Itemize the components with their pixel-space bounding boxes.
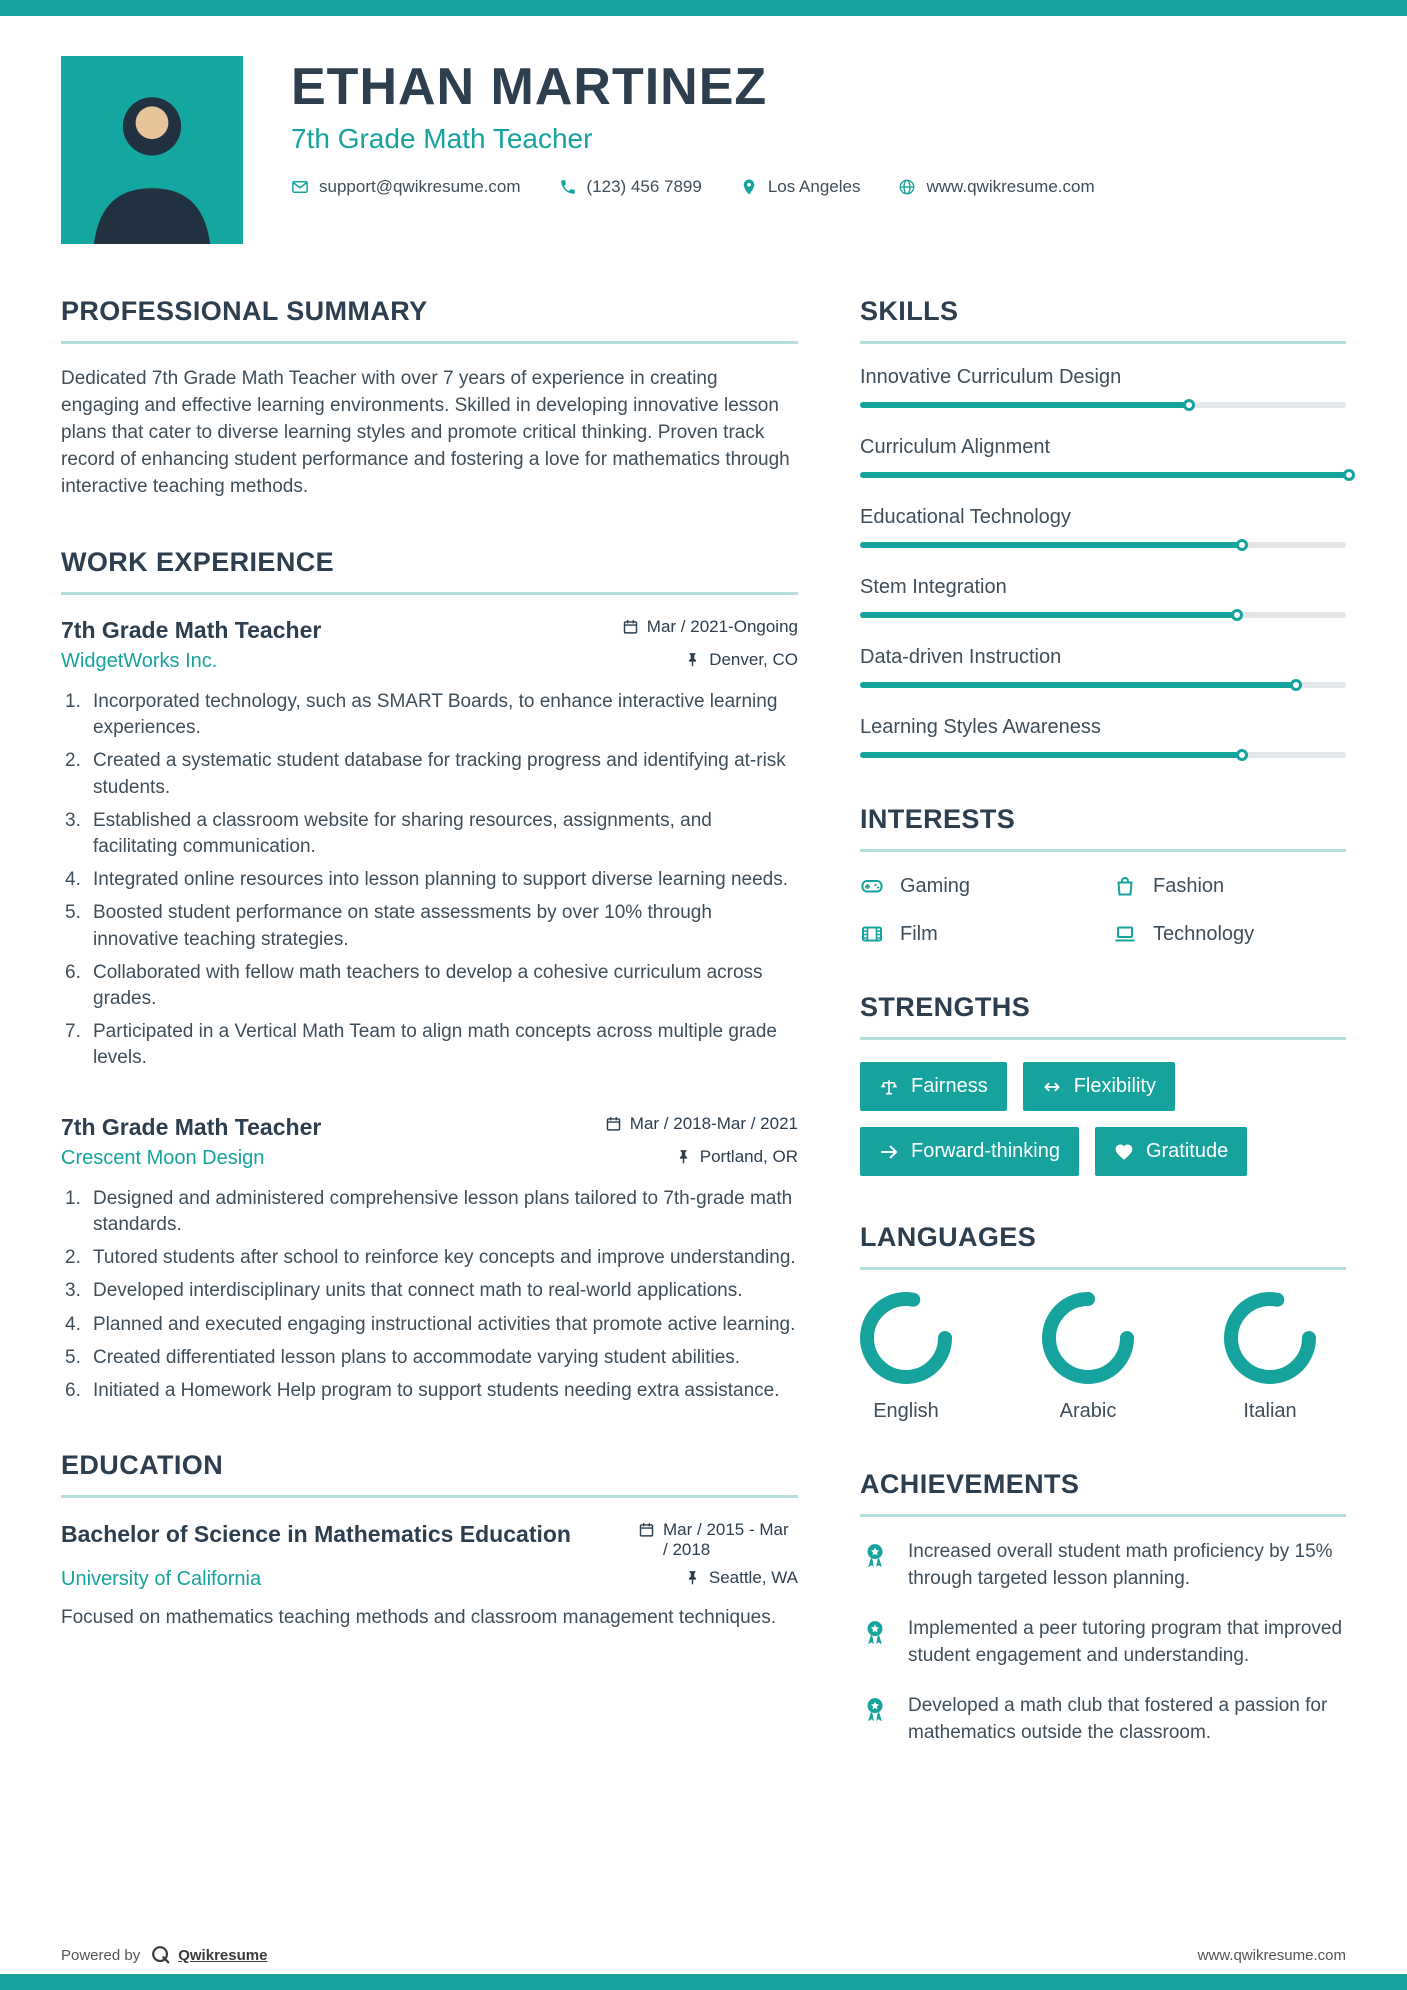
section-education [61,1450,798,1632]
contact-row [291,177,1095,197]
language-label: Italian [1243,1400,1297,1422]
strength-label: Flexibility [1073,1075,1156,1097]
skill-bar-knob [1236,749,1248,761]
skill-bar-fill [860,402,1186,408]
interest-label: Film [900,922,938,945]
job-bullet: Created differentiated lesson plans to accommodate varying student abilities. [93,1346,741,1368]
pushpin-icon [684,651,701,668]
job-title: 7th Grade Math Teacher [61,616,322,643]
person-job-title: 7th Grade Math Teacher [291,122,593,154]
languages-heading: LANGUAGES [860,1222,1346,1270]
summary-heading: PROFESSIONAL SUMMARY [61,296,798,344]
skills-heading: SKILLS [860,296,1346,344]
gamepad-icon [860,874,884,898]
skill-bar [860,752,1346,758]
section-skills [860,296,1346,758]
contact-email[interactable] [291,177,521,197]
achievement-text: Developed a math club that fostered a passion for mathematics outside the classroom. [908,1695,1328,1743]
job-company: WidgetWorks Inc. [61,649,218,672]
skill-bar [860,472,1346,478]
skill-bar-knob [1236,539,1248,551]
job-bullet: Created a systematic student database for tracking progress and identifying at-risk students. [93,750,786,798]
skill-label: Innovative Curriculum Design [860,366,1122,388]
contact-location-text: Los Angeles [767,176,861,196]
top-accent-bar [0,0,1407,16]
job-entry [61,617,798,1072]
job-head [61,617,798,644]
skill-item [860,646,1346,688]
job-bullet: Tutored students after school to reinforce key concepts and improve understanding. [93,1247,796,1269]
interest-label: Gaming [900,874,971,897]
section-achievements [860,1469,1346,1747]
job-bullet: Established a classroom website for sharing resources, assignments, and facilitating communication. [93,809,712,857]
job-location [675,1147,798,1167]
pushpin-icon [675,1148,692,1165]
content-columns [0,296,1407,1793]
phone-icon [559,178,577,196]
heart-icon [1114,1142,1134,1162]
achievement-item [860,1539,1346,1592]
skill-label: Stem Integration [860,576,1007,598]
skill-item [860,716,1346,758]
badge-star-icon [860,1695,890,1746]
contact-website-text: www.qwikresume.com [926,176,1095,196]
languages-row [860,1292,1346,1423]
strength-label: Forward-thinking [911,1140,1060,1162]
school-name: University of California [61,1568,262,1591]
strength-tags [860,1062,1346,1176]
skill-bar [860,402,1346,408]
bottom-accent-bar [0,1974,1407,1990]
skill-bar-knob [1343,469,1355,481]
badge-star-icon [860,1541,890,1592]
envelope-icon [291,178,309,196]
job-bullet: Designed and administered comprehensive lesson plans tailored to 7th-grade math standards. [93,1187,793,1235]
interest-item [1113,922,1346,946]
header [0,0,1407,244]
contact-website[interactable] [898,177,1094,197]
skill-item [860,576,1346,618]
header-main [291,56,1095,244]
scales-icon [879,1077,899,1097]
job-head [61,1114,798,1141]
skill-bar-fill [860,752,1239,758]
language-item [1224,1292,1316,1423]
language-item [1042,1292,1134,1423]
skill-bar-fill [860,612,1234,618]
job-location-text: Portland, OR [699,1146,798,1166]
job-bullet: Planned and executed engaging instructional activities that promote active learning. [93,1313,796,1335]
person-silhouette-icon [61,56,243,244]
skill-label: Educational Technology [860,506,1071,528]
skill-bar [860,542,1346,548]
job-subhead [61,650,798,673]
work-heading: WORK EXPERIENCE [61,547,798,595]
strength-label: Fairness [911,1075,988,1097]
section-interests [860,804,1346,946]
map-pin-icon [740,178,758,196]
job-bullets [61,689,798,1072]
job-location [684,650,798,670]
job-bullets [61,1186,798,1405]
strength-tag [1095,1127,1247,1176]
interest-item [860,922,1093,946]
job-subhead [61,1147,798,1170]
section-professional-summary [61,296,798,501]
achievement-item [860,1616,1346,1669]
summary-text: Dedicated 7th Grade Math Teacher with over 7 years of experience in creating engaging and effective learning environments. Skilled in developing innovative lesson plans that cater to diverse learning styles and promote critical thinking. Proven track record of enhancing student performance and fostering a love for mathematics through interactive teaching methods. [61,368,790,497]
contact-location [740,177,861,197]
skill-bar-fill [860,542,1239,548]
calendar-icon [622,618,639,635]
language-item [860,1292,952,1423]
strengths-heading: STRENGTHS [860,992,1346,1040]
right-column [860,296,1346,1793]
profile-photo [61,56,243,244]
interest-label: Technology [1153,922,1255,945]
skill-bar [860,682,1346,688]
strength-tag [860,1062,1007,1111]
degree-title: Bachelor of Science in Mathematics Education [61,1521,571,1548]
brand-name: Qwikresume [178,1946,268,1964]
job-location-text: Denver, CO [709,649,798,669]
education-description: Focused on mathematics teaching methods and classroom management techniques. [61,1607,777,1629]
language-label: Arabic [1059,1400,1117,1422]
pushpin-icon [684,1569,701,1586]
job-bullet: Boosted student performance on state assessments by over 10% through innovative teaching strategies. [93,902,712,950]
skill-label: Learning Styles Awareness [860,716,1101,738]
language-donut-chart [1224,1292,1316,1384]
education-head [61,1520,798,1560]
job-bullet: Initiated a Homework Help program to support students needing extra assistance. [93,1380,780,1401]
job-bullet: Incorporated technology, such as SMART Boards, to enhance interactive learning experiences. [93,690,778,739]
job-company: Crescent Moon Design [61,1146,265,1169]
section-work-experience [61,547,798,1404]
left-column [61,296,798,1793]
language-label: English [873,1400,939,1422]
achievement-item [860,1693,1346,1746]
language-donut-chart [860,1292,952,1384]
strength-tag [860,1127,1079,1176]
job-bullet: Participated in a Vertical Math Team to align math concepts across multiple grade levels. [93,1021,777,1069]
job-dates-text: Mar / 2021-Ongoing [646,616,798,636]
skill-bar-knob [1231,609,1243,621]
section-languages [860,1222,1346,1423]
strength-tag [1023,1062,1175,1111]
skill-item [860,366,1346,408]
education-heading: EDUCATION [61,1450,798,1498]
education-location-text: Seattle, WA [708,1568,798,1588]
footer-site-text: www.qwikresume.com [1197,1946,1346,1964]
badge-star-icon [860,1618,890,1669]
qwikresume-logo-icon [150,1944,172,1966]
education-subhead [61,1568,798,1591]
skill-item [860,436,1346,478]
job-bullet: Collaborated with fellow math teachers to develop a cohesive curriculum across grades. [93,961,763,1010]
interests-heading: INTERESTS [860,804,1346,852]
skill-label: Curriculum Alignment [860,436,1051,458]
language-donut-chart [1042,1292,1134,1384]
laptop-icon [1113,922,1137,946]
person-name: ETHAN MARTINEZ [291,58,768,116]
skill-bar-fill [860,472,1346,478]
contact-phone[interactable] [559,177,702,197]
footer [0,1944,1407,1966]
job-dates [622,617,798,637]
shopping-bag-icon [1113,874,1137,898]
job-entry [61,1114,798,1405]
film-icon [860,922,884,946]
globe-icon [898,178,916,196]
calendar-icon [638,1521,655,1538]
achievements-heading: ACHIEVEMENTS [860,1469,1346,1517]
section-strengths [860,992,1346,1176]
education-dates [638,1520,798,1560]
powered-by-text: Powered by [61,1946,141,1964]
arrow-right-icon [879,1142,899,1162]
contact-email-text: support@qwikresume.com [319,176,521,196]
strength-label: Gratitude [1145,1140,1229,1162]
skill-item [860,506,1346,548]
job-bullet: Developed interdisciplinary units that connect math to real-world applications. [93,1280,743,1302]
calendar-icon [605,1115,622,1132]
interests-grid [860,874,1346,946]
interest-label: Fashion [1153,874,1225,897]
skill-label: Data-driven Instruction [860,646,1062,668]
skill-bar-fill [860,682,1293,688]
education-location [684,1568,798,1588]
job-title: 7th Grade Math Teacher [61,1113,322,1140]
interest-item [1113,874,1346,898]
skill-bar-knob [1183,399,1195,411]
skill-bar-knob [1290,679,1302,691]
brand-link[interactable] [150,1944,267,1966]
job-dates-text: Mar / 2018-Mar / 2021 [629,1113,798,1133]
education-dates-text: Mar / 2015 - Mar / 2018 [663,1520,789,1560]
job-bullet: Integrated online resources into lesson planning to support diverse learning needs. [93,869,789,891]
interest-item [860,874,1093,898]
skill-bar [860,612,1346,618]
achievement-text: Increased overall student math proficiency by 15% through targeted lesson planning. [908,1541,1333,1589]
achievement-text: Implemented a peer tutoring program that improved student engagement and understanding. [908,1618,1343,1666]
double-arrow-icon [1042,1077,1062,1097]
contact-phone-text: (123) 456 7899 [586,176,702,196]
job-dates [605,1114,798,1134]
footer-branding [61,1944,267,1966]
